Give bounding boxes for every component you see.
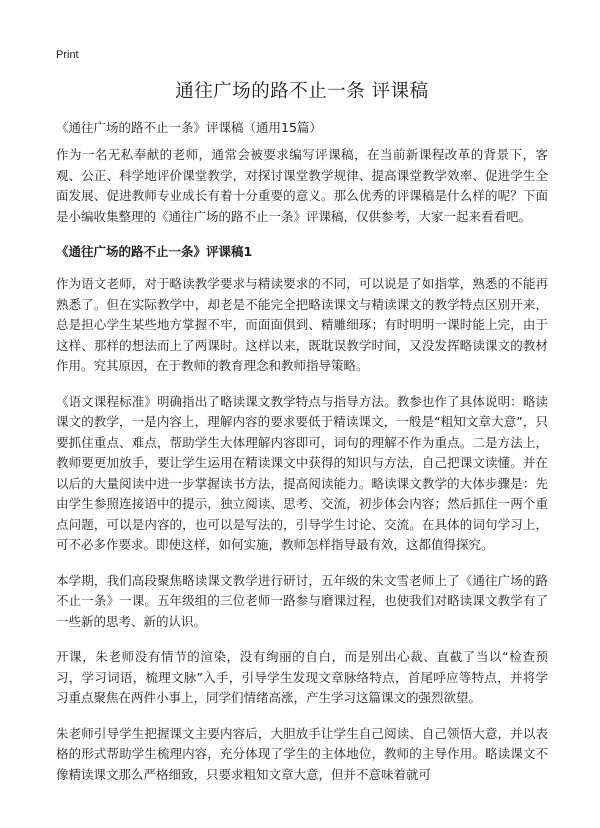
body-paragraph-3: 本学期，我们高段聚焦略读课文教学进行研讨，五年级的朱文雪老师上了《通往广场的路不止一条》一课。五年级组的三位老师一路参与磨课过程，也使我们对略读课文教学有了一些新的思考、新的认识。 [56,572,548,629]
print-link[interactable]: Print [56,49,79,61]
section-heading: 《通往广场的路不止一条》评课稿1 [56,244,253,259]
body-paragraph-4: 开课，朱老师没有情节的渲染，没有绚丽的自白，而是别出心裁、直截了当以“检查预习，学习词语，梳理文脉”入手，引导学生发现文章脉络特点，首尾呼应等特点，并将学习重点聚焦在两件小事上，同学们情绪高涨，产生学习这篇课文的强烈欲望。 [56,649,548,705]
page-title: 通往广场的路不止一条 评课稿 [175,81,429,102]
body-paragraph-2: 《语文课程标准》明确指出了略读课文教学特点与指导方法。教参也作了具体说明：略读课文的教学，一是内容上，理解内容的要求要低于精读课文，一般是“粗知文章大意”，只要抓住重点、难点，帮助学生大体理解内容即可，词句的理解不作为重点。二是方法上，教师要更加放手，要让学生运用在精读课文中获得的知识与方法，自己把课文读懂。并在以后的大量阅读中进一步掌握读书方法，提高阅读能力。略读课文教学的大体步骤是：先由学生参照连接语中的提示，独立阅读、思考、交流，初步体会内容；然后抓住一两个重点问题，可以是内容的，也可以是写法的，引导学生讨论、交流。在具体的词句学习上，可不必多作要求。即使这样，如何实施，教师怎样指导最有效，这都值得探究。 [56,393,548,552]
document-subtitle: 《通往广场的路不止一条》评课稿（通用15篇） [56,120,322,135]
intro-paragraph: 作为一名无私奉献的老师，通常会被要求编写评课稿，在当前新课程改革的背景下，客观、公正、科学地评价课堂教学，对探讨课堂教学规律、提高课堂教学效率、促进学生全面发展、促进教师专业成长有着十分重要的意义。那么优秀的评课稿是什么样的呢？下面是小编收集整理的《通往广场的路不止一条》评课稿，仅供参考，大家一起来看看吧。 [56,147,548,224]
body-paragraph-5: 朱老师引导学生把握课文主要内容后，大胆放手让学生自己阅读、自己领悟大意，并以表格的形式帮助学生梳理内容，充分体现了学生的主体地位，教师的主导作用。略读课文不像精读课文那么严格细致，只要求粗知文章大意，但并不意味着就可 [56,725,548,782]
body-paragraph-1: 作为语文老师，对于略读教学要求与精读要求的不同，可以说是了如指掌，熟悉的不能再熟悉了。但在实际教学中，却老是不能完全把略读课文与精读课文的教学特点区别开来，总是担心学生某些地方掌握不牢，而面面俱到、精雕细琢；有时明明一课时能上完，由于这样、那样的想法而上了两课时。这样以来，既耽误教学时间，又没发挥略读课文的教材作用。究其原因，在于教师的教育理念和教师指导策略。 [56,276,548,373]
document-body [56,80,548,800]
